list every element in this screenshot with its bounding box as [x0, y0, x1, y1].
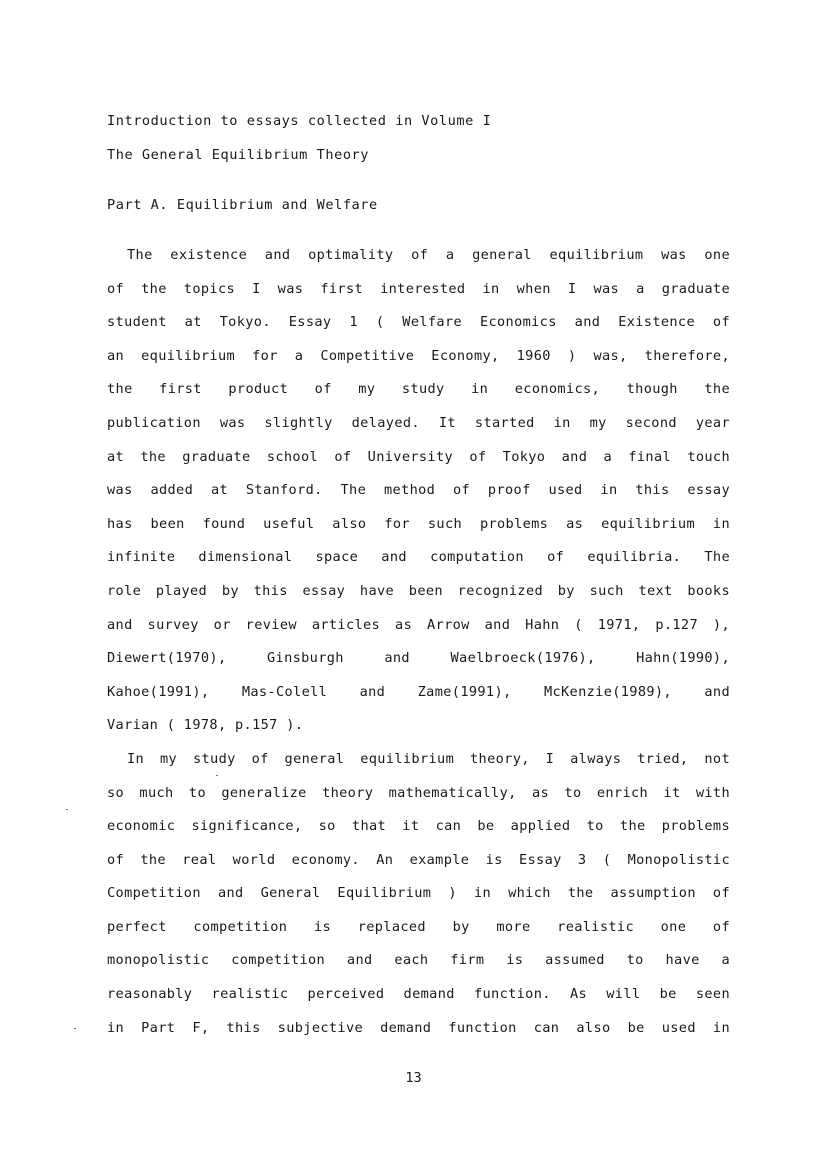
body-text — [107, 246, 730, 1052]
text-line: so much to generalize theory mathematically, as to enrich it with — [107, 784, 730, 801]
text-line: the first product of my study in economics, though the — [107, 381, 730, 398]
text-line: student at Tokyo. Essay 1 ( Welfare Economics and Existence of — [107, 314, 730, 331]
text-line: perfect competition is replaced by more realistic one of — [107, 918, 730, 935]
text-line: economic significance, so that it can be applied to the problems — [107, 818, 730, 835]
text-line: Diewert(1970), Ginsburgh and Waelbroeck(1976), Hahn(1990), — [107, 650, 730, 667]
text-line: of the real world economy. An example is Essay 3 ( Monopolistic — [107, 851, 730, 868]
text-line: role played by this essay have been recognized by such text books — [107, 582, 730, 599]
text-line: The existence and optimality of a general equilibrium was one — [127, 247, 730, 263]
introduction-heading: Introduction to essays collected in Volume I — [107, 113, 492, 129]
text-line: In my study of general equilibrium theory, I always tried, not — [127, 750, 730, 767]
volume-title: The General Equilibrium Theory — [107, 147, 370, 163]
text-line: infinite dimensional space and computation of equilibria. The — [107, 549, 730, 566]
text-line: publication was slightly delayed. It started in my second year — [107, 414, 730, 431]
scan-speck — [216, 775, 218, 776]
page-number: 13 — [405, 1070, 422, 1086]
paragraph-2 — [107, 750, 730, 1052]
text-line: was added at Stanford. The method of proof used in this essay — [107, 482, 730, 499]
text-line: Varian ( 1978, p.157 ). — [107, 717, 304, 734]
text-line: at the graduate school of University of Tokyo and a final touch — [107, 448, 730, 465]
text-line: Competition and General Equilibrium ) in which the assumption of — [107, 885, 730, 902]
text-line: reasonably realistic perceived demand function. As will be seen — [107, 986, 730, 1003]
scan-speck — [74, 1028, 76, 1029]
text-line: monopolistic competition and each firm is assumed to have a — [107, 952, 730, 969]
text-line: in Part F, this subjective demand function can also be used in — [107, 1019, 730, 1036]
text-line: an equilibrium for a Competitive Economy, 1960 ) was, therefore, — [107, 347, 730, 364]
text-line: of the topics I was first interested in when I was a graduate — [107, 280, 730, 297]
text-line: Kahoe(1991), Mas-Colell and Zame(1991), McKenzie(1989), and — [107, 683, 730, 700]
scan-speck — [66, 809, 68, 810]
paragraph-1 — [107, 246, 730, 750]
text-line: has been found useful also for such problems as equilibrium in — [107, 515, 730, 532]
part-heading: Part A. Equilibrium and Welfare — [107, 197, 378, 213]
text-line: and survey or review articles as Arrow and Hahn ( 1971, p.127 ), — [107, 616, 730, 633]
